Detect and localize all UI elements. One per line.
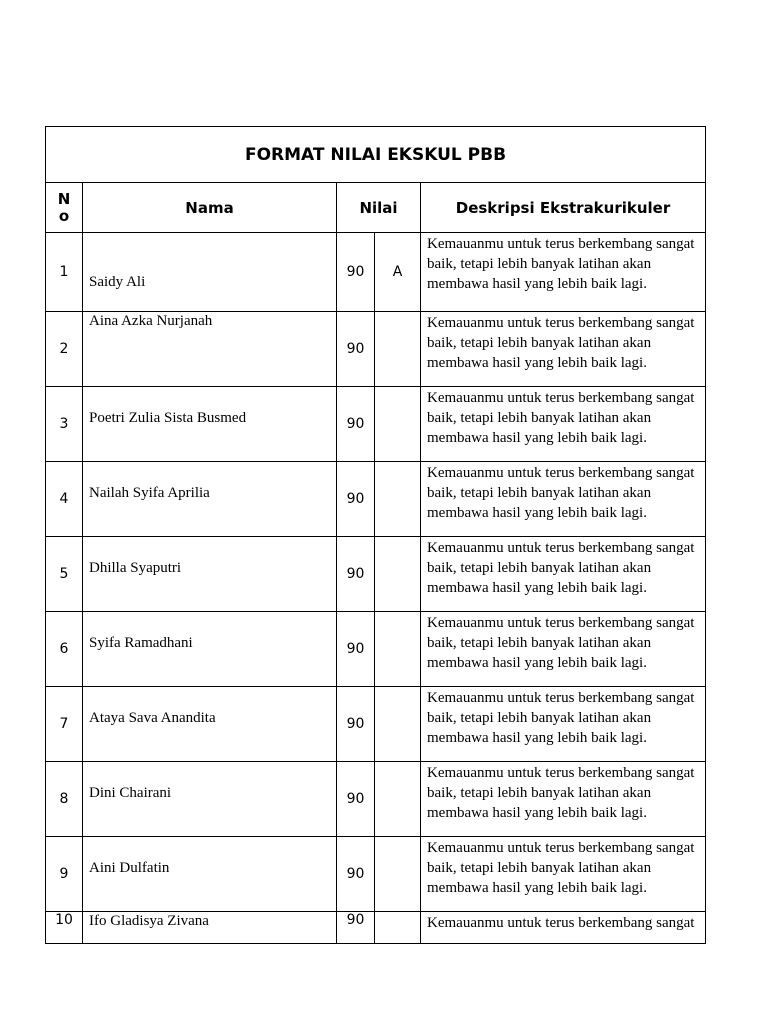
- row-deskripsi: Kemauanmu untuk terus berkembang sangat baik, tetapi lebih banyak latihan akan membawa hasil yang lebih baik lagi.: [421, 837, 706, 912]
- row-nama: Nailah Syifa Aprilia: [83, 462, 337, 537]
- row-nilai: 90: [337, 537, 375, 612]
- row-grade: [375, 537, 421, 612]
- row-nama: Ifo Gladisya Zivana: [83, 912, 337, 944]
- row-grade: [375, 387, 421, 462]
- header-no: [46, 183, 83, 233]
- row-deskripsi: Kemauanmu untuk terus berkembang sangat baik, tetapi lebih banyak latihan akan membawa hasil yang lebih baik lagi.: [421, 387, 706, 462]
- row-no: 3: [46, 387, 83, 462]
- row-nilai: 90: [337, 312, 375, 387]
- row-nama: Saidy Ali: [83, 233, 337, 312]
- row-nilai: 90: [337, 462, 375, 537]
- row-deskripsi: Kemauanmu untuk terus berkembang sangat baik, tetapi lebih banyak latihan akan membawa hasil yang lebih baik lagi.: [421, 312, 706, 387]
- row-no: 7: [46, 687, 83, 762]
- row-no: 5: [46, 537, 83, 612]
- row-no: 4: [46, 462, 83, 537]
- row-nilai: 90: [337, 837, 375, 912]
- grades-table: [45, 126, 706, 944]
- row-grade: [375, 837, 421, 912]
- table-row: [46, 462, 706, 537]
- row-no: 6: [46, 612, 83, 687]
- table-row: [46, 762, 706, 837]
- table-row: [46, 912, 706, 944]
- table-row: [46, 233, 706, 312]
- row-grade: A: [375, 233, 421, 312]
- row-grade: [375, 687, 421, 762]
- row-nama: Dhilla Syaputri: [83, 537, 337, 612]
- row-deskripsi: Kemauanmu untuk terus berkembang sangat baik, tetapi lebih banyak latihan akan membawa hasil yang lebih baik lagi.: [421, 537, 706, 612]
- header-nama: Nama: [83, 183, 337, 233]
- header-nilai: Nilai: [337, 183, 421, 233]
- header-deskripsi: Deskripsi Ekstrakurikuler: [421, 183, 706, 233]
- row-grade: [375, 762, 421, 837]
- row-nilai: 90: [337, 612, 375, 687]
- row-no: 9: [46, 837, 83, 912]
- row-no: 10: [46, 912, 83, 944]
- table-row: [46, 687, 706, 762]
- row-nama: Aina Azka Nurjanah: [83, 312, 337, 387]
- row-deskripsi: Kemauanmu untuk terus berkembang sangat baik, tetapi lebih banyak latihan akan membawa hasil yang lebih baik lagi.: [421, 462, 706, 537]
- row-deskripsi-text: Kemauanmu untuk terus berkembang sangat: [427, 915, 695, 931]
- row-nilai: 90: [337, 912, 375, 944]
- table-row: [46, 312, 706, 387]
- header-no-line2: o: [58, 206, 70, 225]
- table-row: [46, 387, 706, 462]
- row-grade: [375, 462, 421, 537]
- row-grade: [375, 612, 421, 687]
- row-nilai: 90: [337, 387, 375, 462]
- row-nilai: 90: [337, 233, 375, 312]
- row-deskripsi: Kemauanmu untuk terus berkembang sangat baik, tetapi lebih banyak latihan akan membawa hasil yang lebih baik lagi.: [421, 233, 706, 312]
- row-deskripsi: Kemauanmu untuk terus berkembang sangat baik, tetapi lebih banyak latihan akan membawa hasil yang lebih baik lagi.: [421, 687, 706, 762]
- row-nilai: 90: [337, 762, 375, 837]
- row-no: 8: [46, 762, 83, 837]
- table-row: [46, 537, 706, 612]
- table-row: [46, 612, 706, 687]
- row-grade: [375, 312, 421, 387]
- header-no-line1: N: [57, 189, 71, 208]
- row-nama: Ataya Sava Anandita: [83, 687, 337, 762]
- row-nama: Poetri Zulia Sista Busmed: [83, 387, 337, 462]
- row-nama: Aini Dulfatin: [83, 837, 337, 912]
- row-grade: [375, 912, 421, 944]
- row-nama: Dini Chairani: [83, 762, 337, 837]
- row-nama: Syifa Ramadhani: [83, 612, 337, 687]
- row-deskripsi: Kemauanmu untuk terus berkembang sangat baik, tetapi lebih banyak latihan akan membawa hasil yang lebih baik lagi.: [421, 612, 706, 687]
- row-no: 1: [46, 233, 83, 312]
- row-deskripsi: [421, 912, 706, 944]
- document-title: FORMAT NILAI EKSKUL PBB: [46, 127, 706, 183]
- table-row: [46, 837, 706, 912]
- row-deskripsi: Kemauanmu untuk terus berkembang sangat baik, tetapi lebih banyak latihan akan membawa hasil yang lebih baik lagi.: [421, 762, 706, 837]
- row-no: 2: [46, 312, 83, 387]
- row-nilai: 90: [337, 687, 375, 762]
